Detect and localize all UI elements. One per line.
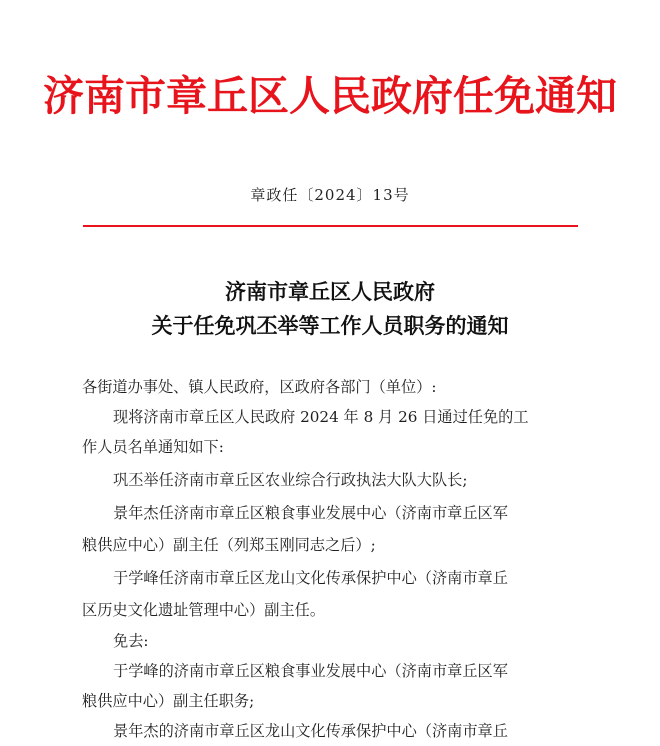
salutation: 各街道办事处、镇人民政府，区政府各部门（单位）: — [82, 378, 437, 396]
masthead-title: 济南市章丘区人民政府任免通知 — [43, 72, 617, 120]
intro-line2: 作人员名单通知如下: — [82, 438, 224, 456]
removal-heading: 免去: — [113, 632, 149, 650]
removal-1-line1: 于学峰的济南市章丘区粮食事业发展中心（济南市章丘区军 — [113, 662, 508, 680]
removal-1-line2: 粮供应中心）副主任职务; — [82, 692, 255, 710]
appointment-2-line1: 景年杰任济南市章丘区粮食事业发展中心（济南市章丘区军 — [113, 504, 508, 522]
appointment-3-line1: 于学峰任济南市章丘区龙山文化传承保护中心（济南市章丘 — [113, 569, 508, 587]
notice-title-line2: 关于任免巩丕举等工作人员职务的通知 — [151, 313, 509, 338]
removal-2-line1: 景年杰的济南市章丘区龙山文化传承保护中心（济南市章丘 — [113, 722, 508, 740]
appointment-2-line2: 粮供应中心）副主任（列郑玉刚同志之后）; — [82, 536, 376, 554]
intro-line1: 现将济南市章丘区人民政府 2024 年 8 月 26 日通过任免的工 — [113, 408, 529, 426]
appointment-1-line1: 巩丕举任济南市章丘区农业综合行政执法大队大队长; — [113, 471, 468, 489]
document-number: 章政任〔2024〕13号 — [250, 186, 410, 204]
red-divider-line — [83, 225, 578, 227]
notice-title-line1: 济南市章丘区人民政府 — [225, 279, 435, 304]
appointment-3-line2: 区历史文化遗址管理中心）副主任。 — [82, 601, 325, 619]
